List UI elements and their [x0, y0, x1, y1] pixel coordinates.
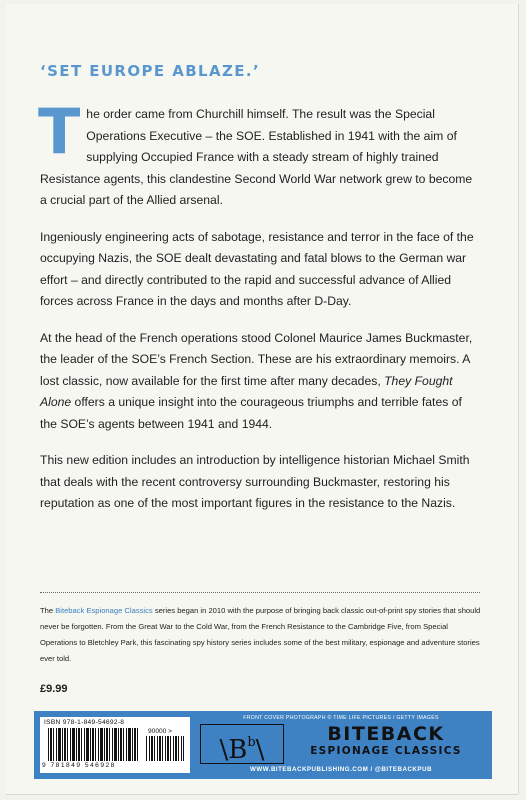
series-blurb: The Biteback Espionage Classics series began in 2010 with the purpose of bringing back classic out-of-print spy stories that should never be forgotten. From the Great War to the Cold War, from the French Resistance to the Cambridge Five, from Special Operations to Bletchley Park, this fascinating spy history series includes some of the best military, espionage and adventure stories ever told. [40, 606, 481, 663]
barcode [40, 717, 190, 773]
publisher-url: WWW.BITEBACKPUBLISHING.COM / @BITEBACKPUB [250, 766, 432, 773]
imprint-name: ESPIONAGE CLASSICS [310, 745, 462, 757]
photo-credit: FRONT COVER PHOTOGRAPH © TIME LIFE PICTURES / GETTY IMAGES [243, 715, 439, 721]
paragraph-2: Ingeniously engineering acts of sabotage, resistance and terror in the face of the occupying Nazis, the SOE dealt devastating and fatal blows to the German war effort – and directly contributed to the rapid and successful advance of Allied forces across France in the days and months after D-Day. [40, 229, 474, 308]
logo-mark: $\backslash B^b\backslash$ [219, 735, 265, 765]
barcode-addon-number: 90000 > [148, 728, 173, 735]
publisher-name: BITEBACK [327, 723, 445, 745]
headline: ‘SET EUROPE ABLAZE.’ [40, 62, 261, 80]
drop-cap: T [38, 95, 81, 168]
barcode-digits: 9 781849 546928 [42, 762, 116, 769]
barcode-bars [48, 728, 140, 761]
dotted-divider [40, 592, 480, 593]
blurb-body [38, 95, 480, 530]
paragraph-4: This new edition includes an introduction by intelligence historian Michael Smith that deals with the recent controversy surrounding Buckmaster, restoring his reputation as one of the most important figures in the resistance to the Nazis. [40, 453, 470, 510]
book-title: They Fought Alone [40, 373, 453, 409]
publisher-brand [288, 724, 484, 758]
paragraph-1: The order came from Churchill himself. The result was the Special Operations Executive – the SOE. Established in 1941 with the aim of supplying Occupied France with a steady stream of highly trained Resistance agents, this clandestine Second World War network grew to become a crucial part of the Allied arsenal. [38, 95, 473, 207]
paragraph-3: At the head of the French operations stood Colonel Maurice James Buckmaster, the leader of the SOE’s French Section. These are his extraordinary memoirs. A lost classic, now available for the first time after many decades, They Fought Alone offers a unique insight into the courageous triumphs and terrible fates of the SOE’s agents between 1941 and 1944. [40, 330, 473, 431]
barcode-addon-bars [146, 736, 184, 761]
publisher-logo [200, 724, 284, 764]
price: £9.99 [40, 683, 68, 695]
isbn-label: ISBN 978-1-849-54692-8 [44, 719, 125, 726]
series-name: Biteback Espionage Classics [55, 606, 153, 615]
